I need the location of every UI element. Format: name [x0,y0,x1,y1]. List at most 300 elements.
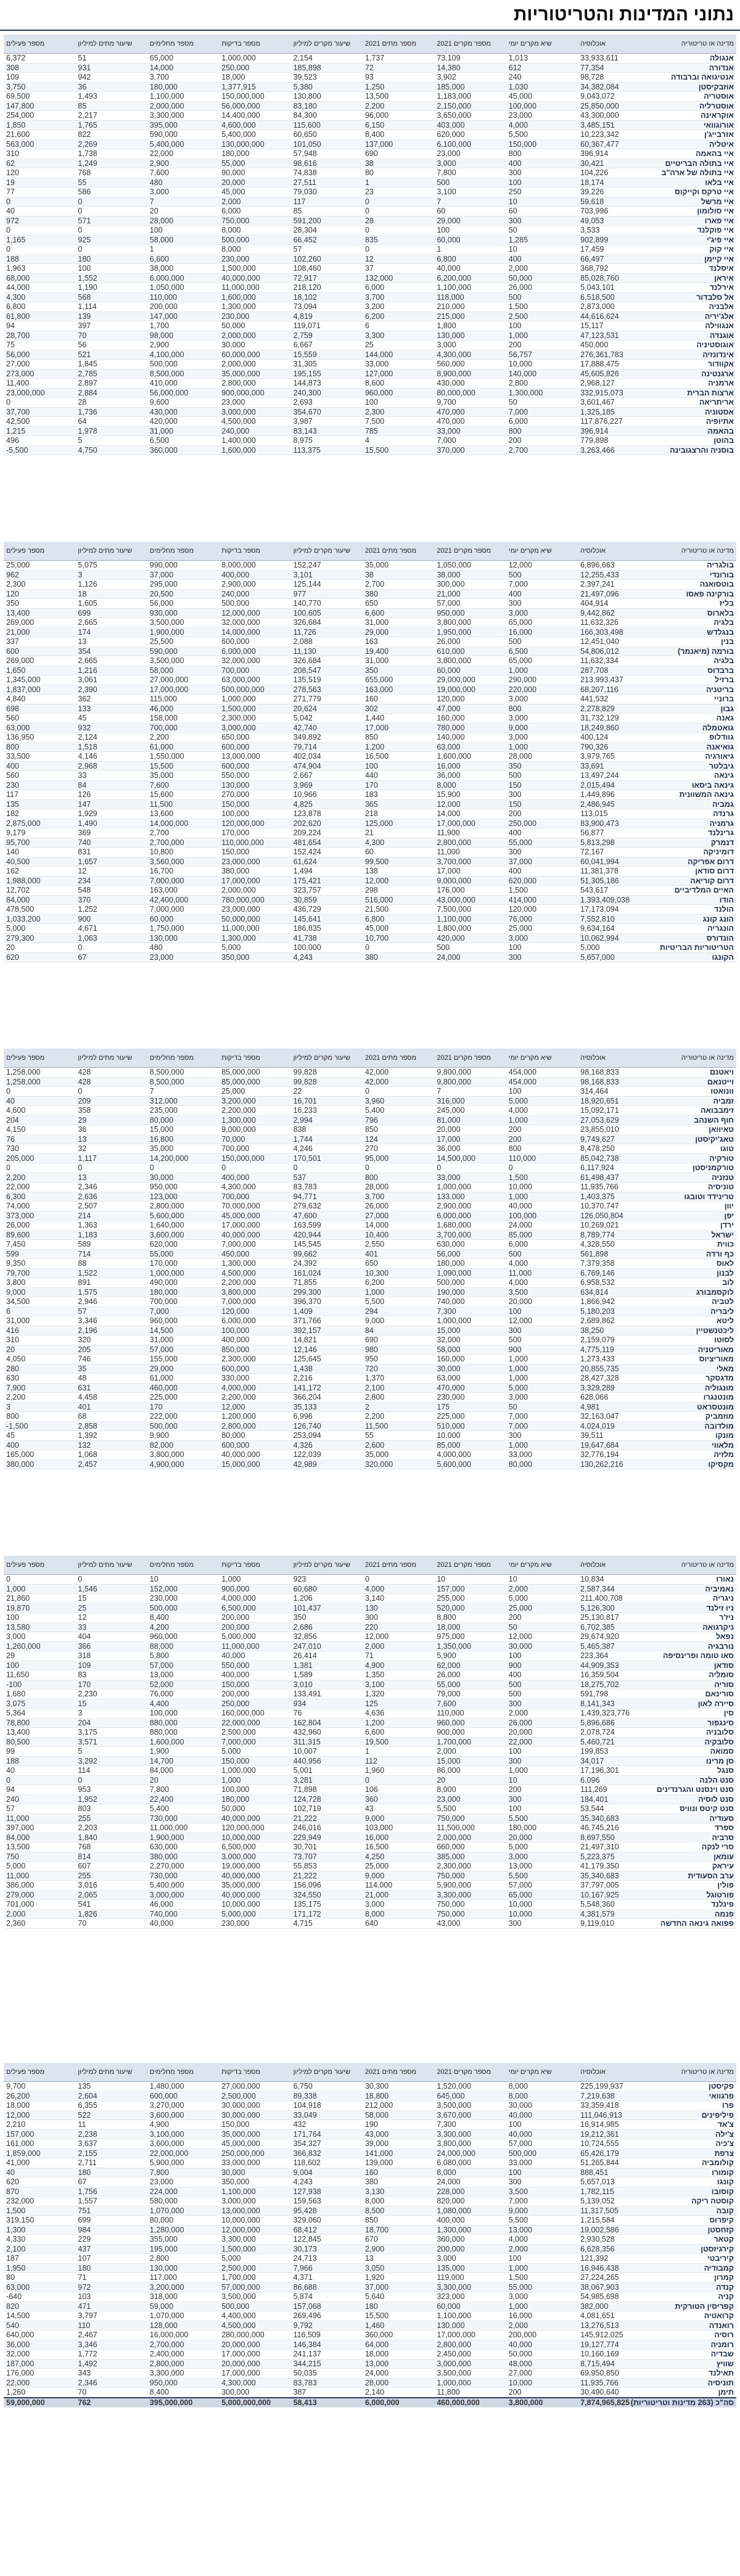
country-name[interactable]: טרינידד וטובגו [650,1192,736,1202]
country-name[interactable]: פרו [650,2101,736,2111]
country-name[interactable]: ויאטנם [650,1068,736,1078]
country-name[interactable]: רוסיה [650,2330,736,2340]
country-name[interactable]: אנגווילה [650,321,736,331]
country-name[interactable]: סן מרינו [650,1756,736,1766]
country-name[interactable]: סורינאם [650,1690,736,1699]
country-name[interactable]: אוסטריה [650,92,736,102]
table-cell: 14,500 [147,1326,219,1335]
country-name[interactable]: אריתריאה [650,398,736,408]
country-name[interactable]: גבון [650,704,736,714]
country-name[interactable]: הונג קונג [650,914,736,924]
country-name[interactable]: סיירה לאון [650,1699,736,1709]
country-name[interactable]: בהוטן [650,436,736,446]
country-name[interactable]: ברזיל [650,675,736,685]
country-name[interactable]: מוזמביק [650,1412,736,1422]
table-cell: 60,000 [434,666,506,675]
column-header[interactable]: שיעור מתים למיליון [75,1556,147,1575]
country-name[interactable]: שוויץ [650,2359,736,2369]
column-header[interactable]: שיעור מתים למיליון [75,2063,147,2082]
country-name[interactable]: ירדן [650,1221,736,1231]
country-name[interactable]: צ'אד [650,2120,736,2130]
country-name[interactable]: אוסטרליה [650,101,736,111]
column-header[interactable]: מספר פעילים [4,542,75,561]
column-header[interactable]: מדינה או טריטוריה [650,1049,736,1068]
country-name[interactable]: בוטסואנה [650,580,736,590]
country-name[interactable]: בנגלדש [650,627,736,637]
country-name[interactable]: טוניסיה [650,1183,736,1192]
table-row [4,1383,736,1393]
column-header[interactable]: מספר מתים 2021 [363,542,434,561]
country-name[interactable]: פנמה [650,1909,736,1919]
table-cell: 800 [506,426,578,436]
country-name[interactable]: זימבבואה [650,1106,736,1116]
column-header[interactable]: מספר פעילים [4,2063,75,2082]
country-name[interactable]: איטליה [650,139,736,149]
country-name[interactable]: כווית [650,1240,736,1250]
country-name[interactable]: יפן [650,1211,736,1221]
column-header[interactable]: אוכלוסיה [578,542,649,561]
table-cell: 64 [75,417,147,427]
country-name[interactable]: האיים המלדיביים [650,886,736,896]
column-header[interactable]: מספר בדיקות [219,35,290,54]
country-name[interactable]: טאיוואן [650,1125,736,1135]
country-name[interactable]: מאוריציוס [650,1355,736,1364]
country-name[interactable]: איי בתולה הבריטיים [650,159,736,168]
country-name[interactable]: גואטמלה [650,723,736,733]
country-name[interactable]: נורבגיה [650,1641,736,1651]
country-name[interactable]: ניגריה [650,1594,736,1604]
country-name[interactable]: נפאל [650,1632,736,1642]
country-name[interactable]: תימן [650,2388,736,2398]
country-name[interactable]: עומאן [650,1852,736,1862]
country-name[interactable]: סודאן [650,1661,736,1670]
country-name[interactable]: גרינלנד [650,828,736,838]
column-header[interactable]: שיא מקרים יומי [506,1049,578,1068]
country-name[interactable]: איי קוק [650,245,736,255]
table-cell: 360,000 [434,2235,506,2245]
country-name[interactable]: לוקסמבורג [650,1287,736,1297]
country-name[interactable]: מונטסראט [650,1402,736,1412]
table-cell: 6,628,356 [578,2244,649,2254]
table-cell: 100,000 [291,943,363,953]
country-name[interactable]: ליכטנשטיין [650,1326,736,1335]
country-name[interactable]: ברבדוס [650,666,736,675]
column-header[interactable]: שיא מקרים יומי [506,542,578,561]
country-name[interactable]: איראן [650,273,736,283]
country-name[interactable]: טאג'יקיסטן [650,1134,736,1144]
country-name[interactable]: אוגנדה [650,331,736,341]
country-name[interactable]: קולומביה [650,2158,736,2168]
country-name[interactable]: גרנדה [650,809,736,819]
country-name[interactable]: מונטנגרו [650,1393,736,1403]
country-name[interactable]: גינאה ביסאו [650,780,736,790]
table-cell: 2,667 [291,771,363,781]
column-header[interactable]: אוכלוסיה [578,1049,649,1068]
column-header[interactable]: שיא מקרים יומי [506,2063,578,2082]
country-name[interactable]: קוסובו [650,2187,736,2197]
country-name[interactable]: קיפרוס [650,2216,736,2226]
country-name[interactable]: אתיופיה [650,417,736,427]
country-name[interactable]: גינאה [650,771,736,781]
table-cell: 13,580 [4,1622,75,1632]
country-name[interactable]: איי בהאמה [650,149,736,159]
column-header[interactable]: אוכלוסיה [578,2063,649,2082]
country-name[interactable]: בורונדי [650,570,736,580]
column-header[interactable]: מספר פעילים [4,1049,75,1068]
country-name[interactable]: דרום קוריאה [650,876,736,886]
country-name[interactable]: בנין [650,637,736,647]
table-cell: 205 [75,1345,147,1355]
country-name[interactable]: ניו זילנד [650,1603,736,1613]
country-name[interactable]: ארמניה [650,379,736,389]
column-header[interactable]: מדינה או טריטוריה [650,542,736,561]
country-name[interactable]: ניז'ר [650,1613,736,1623]
country-name[interactable]: סלובניה [650,1728,736,1738]
table-cell: 85,000,000 [219,1077,290,1087]
table-cell: 1,215,584 [578,2216,649,2226]
table-cell: 880,000 [147,1728,219,1738]
table-cell: 7,600 [147,780,219,790]
table-row [4,1661,736,1670]
table-cell: 85 [75,101,147,111]
country-name[interactable]: קומורו [650,2168,736,2178]
column-header[interactable]: מספר מתים 2021 [363,1556,434,1575]
column-header[interactable]: מספר בדיקות [219,1049,290,1068]
country-name[interactable]: איי בתולה של ארה"ב [650,168,736,178]
country-name[interactable]: מאלי [650,1364,736,1374]
country-name[interactable]: ערב הסעודית [650,1871,736,1881]
country-name[interactable]: עיראק [650,1862,736,1872]
country-name[interactable]: איי סולומון [650,207,736,217]
country-name[interactable]: פיליפינים [650,2110,736,2120]
country-name[interactable]: טורקיה [650,1154,736,1163]
country-name[interactable]: סנגל [650,1766,736,1776]
column-header[interactable]: מספר מתים 2021 [363,1049,434,1068]
table-cell: 480 [147,943,219,953]
country-name[interactable]: בריטניה [650,685,736,695]
country-name[interactable]: אסטוניה [650,407,736,417]
country-name[interactable]: סינגפור [650,1718,736,1728]
column-header[interactable]: מספר מקרים 2021 [434,542,506,561]
country-name[interactable]: אזרבייג'ן [650,130,736,140]
country-name[interactable]: נאמיביה [650,1584,736,1594]
table-cell: 14,500 [4,2311,75,2321]
country-name[interactable]: מולדובה [650,1421,736,1431]
country-name[interactable]: צ'ילה [650,2129,736,2139]
country-name[interactable]: סנט קיטס ונוויס [650,1804,736,1814]
country-name[interactable]: קפריסין הטורקית [650,2301,736,2311]
country-name[interactable]: מקסיקו [650,1459,736,1469]
country-name[interactable]: לוב [650,1278,736,1288]
country-name[interactable]: סנט וינסנט והגרנדינים [650,1785,736,1795]
table-cell: 3,263,466 [578,445,649,455]
table-cell: 200 [506,1125,578,1135]
table-cell: 1,756 [75,2187,147,2197]
country-name[interactable]: וונואטו [650,1087,736,1097]
country-name[interactable]: אנטיגואה וברבודה [650,73,736,83]
country-name[interactable]: הטריטוריות הבריטיות [650,943,736,953]
column-header[interactable]: מספר מחלימים [147,2063,219,2082]
country-name[interactable]: ליטא [650,1316,736,1326]
column-header[interactable]: שיא מקרים יומי [506,1556,578,1575]
country-name[interactable]: אורוגוואי [650,120,736,130]
table-cell: 57,000,000 [219,2282,290,2292]
country-name[interactable]: לבנון [650,1268,736,1278]
country-name[interactable]: בהאמה [650,426,736,436]
country-name[interactable]: דרום אפריקה [650,857,736,867]
country-name[interactable]: חוף השנהב [650,1115,736,1125]
column-header[interactable]: מדינה או טריטוריה [650,2063,736,2082]
country-name[interactable]: מלאווי [650,1440,736,1450]
country-name[interactable]: ליבריה [650,1307,736,1316]
country-name[interactable]: קרואטיה [650,2311,736,2321]
country-name[interactable]: טוגו [650,1144,736,1154]
table-cell: 2,800,000 [434,2340,506,2350]
country-name[interactable]: רומניה [650,2340,736,2350]
table-cell: 55,000 [506,838,578,848]
country-name[interactable]: קטאר [650,2235,736,2245]
country-name[interactable]: גינאה המשוונית [650,790,736,800]
column-header[interactable]: אוכלוסיה [578,1556,649,1575]
column-header[interactable]: מספר בדיקות [219,1556,290,1575]
table-row [4,2330,736,2340]
table-cell: 900 [506,1661,578,1670]
country-name[interactable]: גואיאנה [650,742,736,752]
country-name[interactable]: קמרון [650,2273,736,2283]
table-cell: 162,804 [291,1718,363,1728]
country-name[interactable]: מונגוליה [650,1383,736,1393]
column-header[interactable]: מספר מקרים 2021 [434,2063,506,2082]
table-cell: 27,000,000 [147,675,219,685]
column-header[interactable]: מספר מקרים 2021 [434,35,506,54]
country-name[interactable]: תאילנד [650,2369,736,2379]
country-name[interactable]: מאוריטניה [650,1345,736,1355]
table-cell: 3,100 [363,1680,434,1690]
country-name[interactable]: קובה [650,2206,736,2216]
table-cell: 1,600,000 [434,752,506,762]
country-name[interactable]: ברוניי [650,695,736,704]
column-header[interactable]: מדינה או טריטוריה [650,1556,736,1575]
country-name[interactable]: גמביה [650,799,736,809]
table-cell: 21,497,096 [578,589,649,599]
column-header[interactable]: מספר מחלימים [147,1049,219,1068]
country-name[interactable]: ארצות הברית [650,388,736,398]
country-name[interactable]: איי מרשל [650,197,736,207]
table-cell: 3,061 [75,675,147,685]
country-name[interactable]: פרגוואי [650,2091,736,2101]
country-name[interactable]: ארגנטינה [650,369,736,379]
country-name[interactable]: קמבודיה [650,2263,736,2273]
country-name[interactable]: סין [650,1709,736,1719]
table-cell: 500,000 [147,1603,219,1613]
country-name[interactable]: מונקו [650,1431,736,1441]
country-name[interactable]: פקיסטן [650,2082,736,2092]
country-name[interactable]: גוודלופ [650,733,736,743]
table-cell: 230,000 [219,312,290,321]
country-name[interactable]: גאנה [650,714,736,724]
country-name[interactable]: סאו טומה ופרינסיפה [650,1651,736,1661]
country-name[interactable]: כף ורדה [650,1249,736,1259]
country-name[interactable]: פולין [650,1881,736,1891]
country-name[interactable]: קוסטה ריקה [650,2197,736,2207]
country-name[interactable]: בלארוס [650,608,736,618]
country-name[interactable]: איי טרקס וקייקוס [650,188,736,197]
column-header[interactable]: מספר פעילים [4,1556,75,1575]
table-cell: 5,000 [506,1594,578,1604]
country-name[interactable]: הודו [650,895,736,905]
country-name[interactable]: סרביה [650,1833,736,1843]
country-name[interactable]: יוון [650,1202,736,1212]
country-name[interactable]: ישראל [650,1230,736,1240]
country-name[interactable]: קונגו [650,2178,736,2187]
country-name[interactable]: סרי לנקה [650,1843,736,1852]
column-header[interactable]: שיעור מתים למיליון [75,35,147,54]
country-name[interactable]: קזחסטן [650,2225,736,2235]
table-row [4,742,736,752]
country-name[interactable]: בורמה (מיאנמר) [650,646,736,656]
country-name[interactable]: אוזבקיסטן [650,82,736,92]
country-name[interactable]: לסוטו [650,1335,736,1345]
table-cell: 699 [75,2216,147,2226]
total-row [4,2398,736,2408]
country-name[interactable]: סמואה [650,1747,736,1757]
column-header[interactable]: מספר מקרים 2021 [434,1049,506,1068]
country-name[interactable]: בלגיה [650,618,736,628]
table-cell: 17,000,000 [219,876,290,886]
country-name[interactable]: בוסניה והרצגובינה [650,445,736,455]
table-cell: 32,856 [291,1632,363,1642]
country-name[interactable]: אירלנד [650,283,736,293]
country-name[interactable]: אוקראינה [650,111,736,121]
column-header[interactable]: שיעור מקרים למיליון [291,1556,363,1575]
table-cell: 5,000 [4,924,75,934]
column-header[interactable]: שיא מקרים יומי [506,35,578,54]
country-name[interactable]: אנגולה [650,54,736,64]
country-name[interactable]: קניה [650,2292,736,2302]
country-name[interactable]: הונגריה [650,924,736,934]
column-header[interactable]: מספר מחלימים [147,1556,219,1575]
country-name[interactable]: סנט לוסיה [650,1794,736,1804]
country-name[interactable]: איי פיג'י [650,235,736,245]
country-name[interactable]: אנדורה [650,63,736,73]
country-name[interactable]: איי בלאו [650,178,736,188]
table-cell: 7 [434,1087,506,1097]
country-name[interactable]: אל סלבדור [650,292,736,302]
country-name[interactable]: דומיניקה [650,848,736,857]
country-name[interactable]: פינלנד [650,1900,736,1910]
country-name[interactable]: דנמרק [650,838,736,848]
country-name[interactable]: אקוודור [650,360,736,369]
table-cell: 600,000 [219,742,290,752]
country-name[interactable]: איי קיימן [650,254,736,264]
country-name[interactable]: וייטנאם [650,1077,736,1087]
country-name[interactable]: טנזניה [650,1173,736,1183]
country-name[interactable]: גיאורגיה [650,752,736,762]
country-name[interactable]: בולגריה [650,561,736,571]
column-header[interactable]: מספר מתים 2021 [363,35,434,54]
country-name[interactable]: שבדיה [650,2350,736,2359]
country-name[interactable]: איי פארו [650,216,736,226]
table-cell: 31,000 [363,656,434,666]
country-name[interactable]: צ'כיה [650,2139,736,2149]
table-cell: 1,440 [363,714,434,724]
country-name[interactable]: רואנדה [650,2321,736,2330]
country-name[interactable]: לטביה [650,1297,736,1307]
table-cell: 2,200,000 [219,1106,290,1116]
table-cell: 2,210 [4,2120,75,2130]
country-name[interactable]: פפואה גינאה החדשה [650,1919,736,1929]
table-cell: 590,000 [147,646,219,656]
column-header[interactable]: שיעור מקרים למיליון [291,35,363,54]
column-header[interactable]: מספר פעילים [4,35,75,54]
country-name[interactable]: בלגיה [650,656,736,666]
country-name[interactable]: מלזיה [650,1450,736,1460]
country-name[interactable]: תוניסיה [650,2378,736,2388]
column-header[interactable]: שיעור מקרים למיליון [291,1049,363,1068]
country-name[interactable]: גיבלטר [650,761,736,771]
column-header[interactable]: מספר מתים 2021 [363,2063,434,2082]
country-name[interactable]: בורקינה פאסו [650,589,736,599]
column-header[interactable]: שיעור מקרים למיליון [291,2063,363,2082]
country-name[interactable]: צרפת [650,2149,736,2158]
country-name[interactable]: אלג'יריה [650,312,736,321]
country-name[interactable]: בליז [650,599,736,609]
country-name[interactable]: לאוס [650,1259,736,1269]
country-name[interactable]: ספרד [650,1823,736,1833]
column-header[interactable]: מספר מקרים 2021 [434,1556,506,1575]
country-name[interactable]: סומליה [650,1670,736,1680]
country-name[interactable]: קנדה [650,2282,736,2292]
country-name[interactable]: זמביה [650,1096,736,1106]
country-name[interactable]: איי פוקלנד [650,226,736,236]
country-name[interactable]: הונדורס [650,933,736,943]
country-name[interactable]: אלבניה [650,302,736,312]
country-name[interactable]: סה"כ (263 מדינות וטריטוריות) [650,2398,736,2408]
country-name[interactable]: פורטוגל [650,1890,736,1900]
country-name[interactable]: סעודיה [650,1814,736,1823]
country-name[interactable]: נאורו [650,1575,736,1585]
table-cell: 2,930,528 [578,2235,649,2245]
country-name[interactable]: גרמניה [650,819,736,828]
column-header[interactable]: שיעור מקרים למיליון [291,542,363,561]
column-header[interactable]: מספר בדיקות [219,542,290,561]
table-cell: 40,000,000 [219,1871,290,1881]
column-header[interactable]: מספר בדיקות [219,2063,290,2082]
country-name[interactable]: ניקרגואה [650,1622,736,1632]
column-header[interactable]: מספר מחלימים [147,35,219,54]
country-name[interactable]: דרום סודאן [650,867,736,877]
country-name[interactable]: הולנד [650,905,736,915]
country-name[interactable]: סנט הלנה [650,1775,736,1785]
country-name[interactable]: מדגסקר [650,1374,736,1384]
country-name[interactable]: קירגיזסטן [650,2244,736,2254]
column-header[interactable]: מדינה או טריטוריה [650,35,736,54]
country-name[interactable]: סלובקיה [650,1737,736,1747]
country-name[interactable]: קיריבטי [650,2254,736,2264]
column-header[interactable]: שיעור מתים למיליון [75,1049,147,1068]
column-header[interactable]: שיעור מתים למיליון [75,542,147,561]
table-cell: 4,000 [506,120,578,130]
country-name[interactable]: אוגוסטיניה [650,341,736,350]
table-cell: 10,834 [578,1575,649,1585]
column-header[interactable]: אוכלוסיה [578,35,649,54]
country-name[interactable]: טורקמניסטן [650,1163,736,1173]
column-header[interactable]: מספר מחלימים [147,542,219,561]
country-name[interactable]: אינדונזיה [650,350,736,360]
country-name[interactable]: הקונגו [650,952,736,962]
country-name[interactable]: סוריה [650,1680,736,1690]
country-name[interactable]: איסלנד [650,264,736,274]
